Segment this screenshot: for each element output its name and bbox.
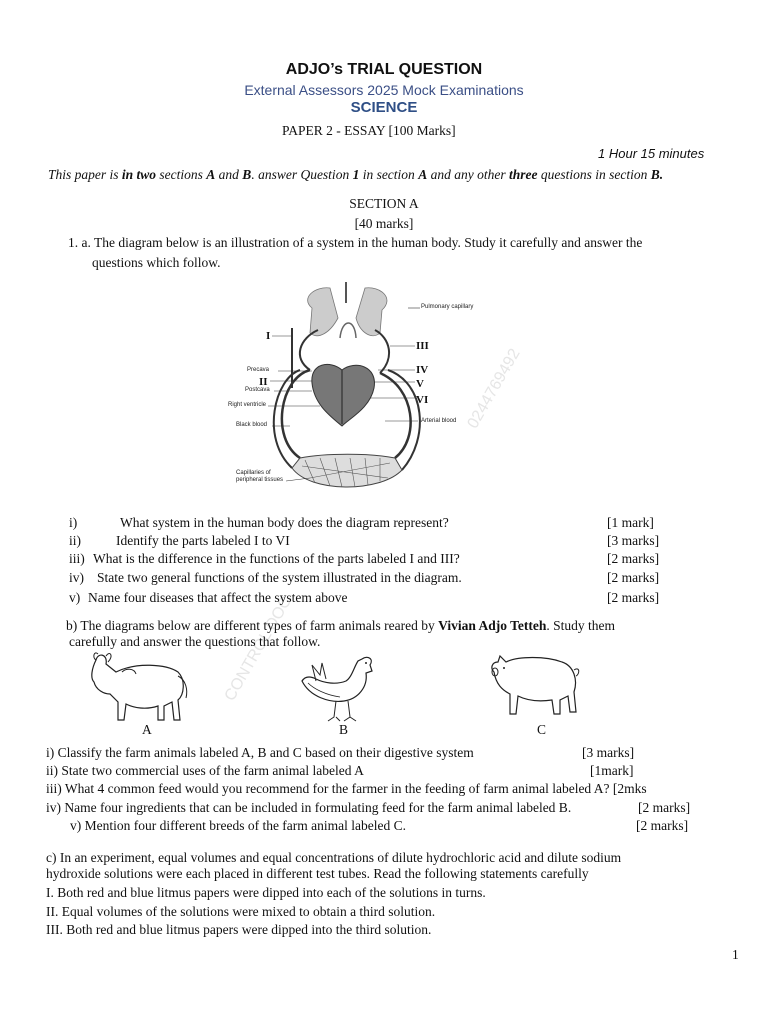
instr-text: and any other [427, 167, 509, 182]
q1a-stem-line1: 1. a. The diagram below is an illustration of a system in the human body. Study it carefully and answer the [68, 235, 643, 250]
instr-bold: in two [121, 167, 157, 182]
label-peripheral-tissues: peripheral tissues [236, 477, 284, 483]
subject-heading: SCIENCE [350, 99, 418, 116]
q1a-v-text: Name four diseases that affect the system above [88, 590, 348, 605]
instr-text: This paper is [48, 167, 122, 182]
label-II: II [259, 376, 268, 388]
instr-text: questions in section [537, 167, 651, 182]
label-I: I [266, 330, 271, 342]
page-number: 1 [732, 947, 739, 962]
q1c-statement-ii: II. Equal volumes of the solutions were mixed to obtain a third solution. [46, 904, 436, 919]
q1a-stem-line2: questions which follow. [92, 255, 221, 270]
label-VI: VI [416, 394, 429, 406]
watermark: CONTROL DOC [221, 593, 296, 704]
q1a-iv-text: State two general functions of the system illustrated in the diagram. [97, 570, 462, 585]
q1c-statement-i: I. Both red and blue litmus papers were dipped into each of the solutions in turns. [46, 885, 486, 900]
q1b-ii-marks: [1mark] [590, 763, 634, 778]
q1c-line1: c) In an experiment, equal volumes and equal concentrations of dilute hydrochloric acid and dilute sodium [46, 850, 622, 865]
q1b-i-marks: [3 marks] [582, 745, 635, 760]
duration: 1 Hour 15 minutes [598, 146, 705, 161]
label-right-ventricle: Right ventricle [228, 402, 267, 408]
label-III: III [416, 340, 429, 352]
q1b-iv-text: iv) Name four ingredients that can be included in formulating feed for the farm animal labeled B. [46, 800, 572, 815]
instr-bold: B. [650, 167, 664, 182]
q1a-ii-marks: [3 marks] [607, 533, 660, 548]
q1a-iii-text: What is the difference in the functions of the parts labeled I and III? [93, 551, 460, 566]
label-postcava: Postcava [245, 387, 270, 393]
q1a-ii-num: ii) [69, 533, 81, 548]
cow-drawing [86, 650, 191, 725]
q1a-v-marks: [2 marks] [607, 590, 660, 605]
q1c-line2: hydroxide solutions were each placed in different test tubes. Read the following statements carefully [46, 866, 589, 881]
paper-line: PAPER 2 - ESSAY [100 Marks] [282, 123, 456, 138]
q1a-iv-marks: [2 marks] [607, 570, 660, 585]
q1a-v-num: v) [69, 590, 81, 605]
q1a-i-marks: [1 mark] [607, 515, 654, 530]
q1b-text: . Study them [546, 618, 616, 633]
label-V: V [416, 378, 424, 390]
label-arterial-blood: Arterial blood [421, 418, 457, 424]
label-capillaries: Capillaries of [236, 470, 271, 476]
exam-subtitle: External Assessors 2025 Mock Examinations [244, 82, 524, 98]
chicken-drawing [296, 653, 378, 723]
animal-label-a: A [142, 722, 152, 737]
exam-title: ADJO’s TRIAL QUESTION [285, 61, 483, 78]
animal-label-c: C [537, 722, 547, 737]
watermark: 0244769492 [464, 345, 524, 432]
label-pulmonary-capillary: Pulmonary capillary [421, 304, 474, 310]
q1a-i-num: i) [69, 515, 78, 530]
q1a-iii-marks: [2 marks] [607, 551, 660, 566]
instr-text: sections [156, 167, 207, 182]
q1b-v-text: v) Mention four different breeds of the farm animal labeled C. [70, 818, 407, 833]
q1b-stem-line2: carefully and answer the questions that follow. [69, 634, 321, 649]
instr-text: in section [359, 167, 419, 182]
q1a-ii-text: Identify the parts labeled I to VI [116, 533, 290, 548]
instr-text: and [215, 167, 243, 182]
animal-label-b: B [339, 722, 349, 737]
instr-bold: A [206, 167, 216, 182]
q1b-iii-text: iii) What 4 common feed would you recommend for the farmer in the feeding of farm animal labeled A? [2mks [46, 781, 647, 796]
q1a-iii-num: iii) [69, 551, 85, 566]
instructions [48, 167, 663, 183]
q1b-text: b) The diagrams below are different types of farm animals reared by [66, 618, 439, 633]
q1b-iv-marks: [2 marks] [638, 800, 691, 815]
q1c-statement-iii: III. Both red and blue litmus papers were dipped into the third solution. [46, 922, 432, 937]
q1b-stem-line1 [66, 618, 615, 634]
q1b-i-text: i) Classify the farm animals labeled A, B and C based on their digestive system [46, 745, 474, 760]
section-marks: [40 marks] [354, 216, 414, 231]
section-title: SECTION A [349, 196, 419, 211]
q1a-i-text: What system in the human body does the diagram represent? [120, 515, 449, 530]
pig-drawing [486, 650, 581, 722]
q1b-name: Vivian Adjo Tetteh [438, 618, 547, 633]
instr-bold: three [508, 167, 538, 182]
instr-bold: 1 [352, 167, 360, 182]
instr-bold: B [242, 167, 252, 182]
label-precava: Precava [247, 367, 270, 373]
instr-text: . answer Question [251, 167, 353, 182]
q1b-ii-text: ii) State two commercial uses of the farm animal labeled A [46, 763, 364, 778]
instr-bold: A [418, 167, 428, 182]
label-IV: IV [416, 364, 429, 376]
label-black-blood: Black blood [236, 422, 268, 428]
q1a-iv-num: iv) [69, 570, 84, 585]
q1b-v-marks: [2 marks] [636, 818, 689, 833]
